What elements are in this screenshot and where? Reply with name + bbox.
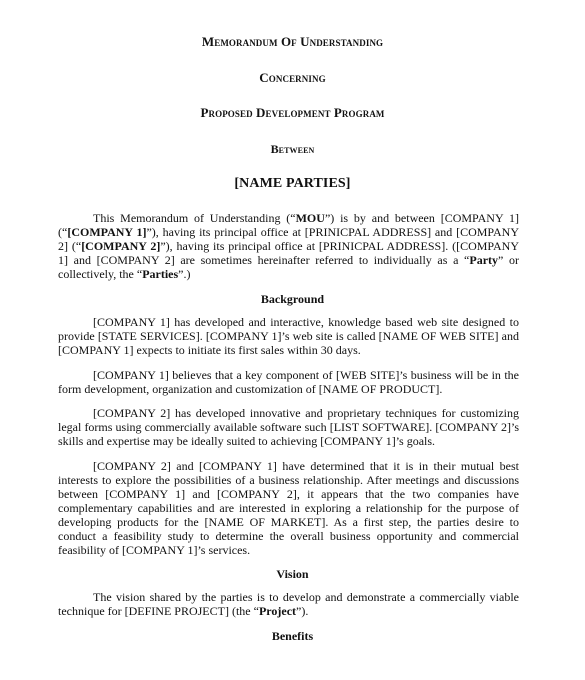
background-text-3: [COMPANY 2] has developed innovative and proprietary techniques for customizing legal forms using commercially available software such [LIST SOFTWARE]. [COMPANY 2]’s skills and expertise may be ideally suited to achieving [COMPANY 1]’s goals. xyxy=(58,406,519,448)
title-between: Between xyxy=(270,142,315,156)
vision-text-1: The vision shared by the parties is to develop and demonstrate a commercially viable technique for [DEFINE PROJECT] (the “ xyxy=(58,590,519,618)
intro-text-1: This Memorandum of Understanding (“ xyxy=(93,211,296,225)
intro-text-4: ”), having its principal office at [PRINICPAL ADDRESS]. ([COMPANY 1] and [COMPANY 2] are sometimes hereinafter referred to individually as a “ xyxy=(58,239,519,267)
title-name-parties: [NAME PARTIES] xyxy=(234,176,351,191)
title-concerning: Concerning xyxy=(259,70,326,85)
background-paragraph-2 xyxy=(58,368,519,396)
intro-text-5: ” or collectively, the “ xyxy=(58,253,519,281)
title-memorandum: Memorandum Of Understanding xyxy=(201,34,384,49)
intro-text-3: ”), having its principal office at [PRINICPAL ADDRESS] and [COMPANY 2] (“ xyxy=(58,225,519,253)
heading-background: Background xyxy=(260,292,325,306)
background-paragraph-4 xyxy=(58,459,519,557)
intro-bold-mou: MOU xyxy=(295,211,325,225)
intro-text-2: ”) is by and between [COMPANY 1] (“ xyxy=(58,211,519,239)
vision-text-2: ”). xyxy=(296,604,309,618)
vision-paragraph xyxy=(58,590,519,618)
title-program: Proposed Development Program xyxy=(200,105,385,120)
intro-bold-company1: [COMPANY 1] xyxy=(67,225,147,239)
intro-paragraph xyxy=(58,211,519,281)
intro-bold-parties: Parties xyxy=(142,267,179,281)
intro-text-6: ”.) xyxy=(178,267,191,281)
intro-bold-company2: [COMPANY 2] xyxy=(81,239,161,253)
vision-bold-project: Project xyxy=(258,604,297,618)
intro-bold-party: Party xyxy=(469,253,499,267)
background-paragraph-3 xyxy=(58,406,519,448)
heading-benefits: Benefits xyxy=(271,629,314,643)
background-paragraph-1 xyxy=(58,315,519,357)
background-text-4: [COMPANY 2] and [COMPANY 1] have determined that it is in their mutual best interests to explore the possibilities of a business relationship. After meetings and discussions between [COMPANY 1] and [COMPANY 2], it appears that the two companies have complementary capabilities and are interested in exploring a relationship for the purpose of developing products for the [NAME OF MARKET]. As a first step, the parties desire to conduct a feasibility study to determine the overall business opportunity and commercial feasibility of [COMPANY 1]’s services. xyxy=(58,459,519,557)
heading-vision: Vision xyxy=(276,567,309,581)
background-text-2: [COMPANY 1] believes that a key component of [WEB SITE]’s business will be in the form development, organization and customization of [NAME OF PRODUCT]. xyxy=(58,368,519,396)
background-text-1: [COMPANY 1] has developed and interactive, knowledge based web site designed to provide [STATE SERVICES]. [COMPANY 1]’s web site is called [NAME OF WEB SITE] and [COMPANY 1] expects to initiate its first sales within 30 days. xyxy=(58,315,519,357)
